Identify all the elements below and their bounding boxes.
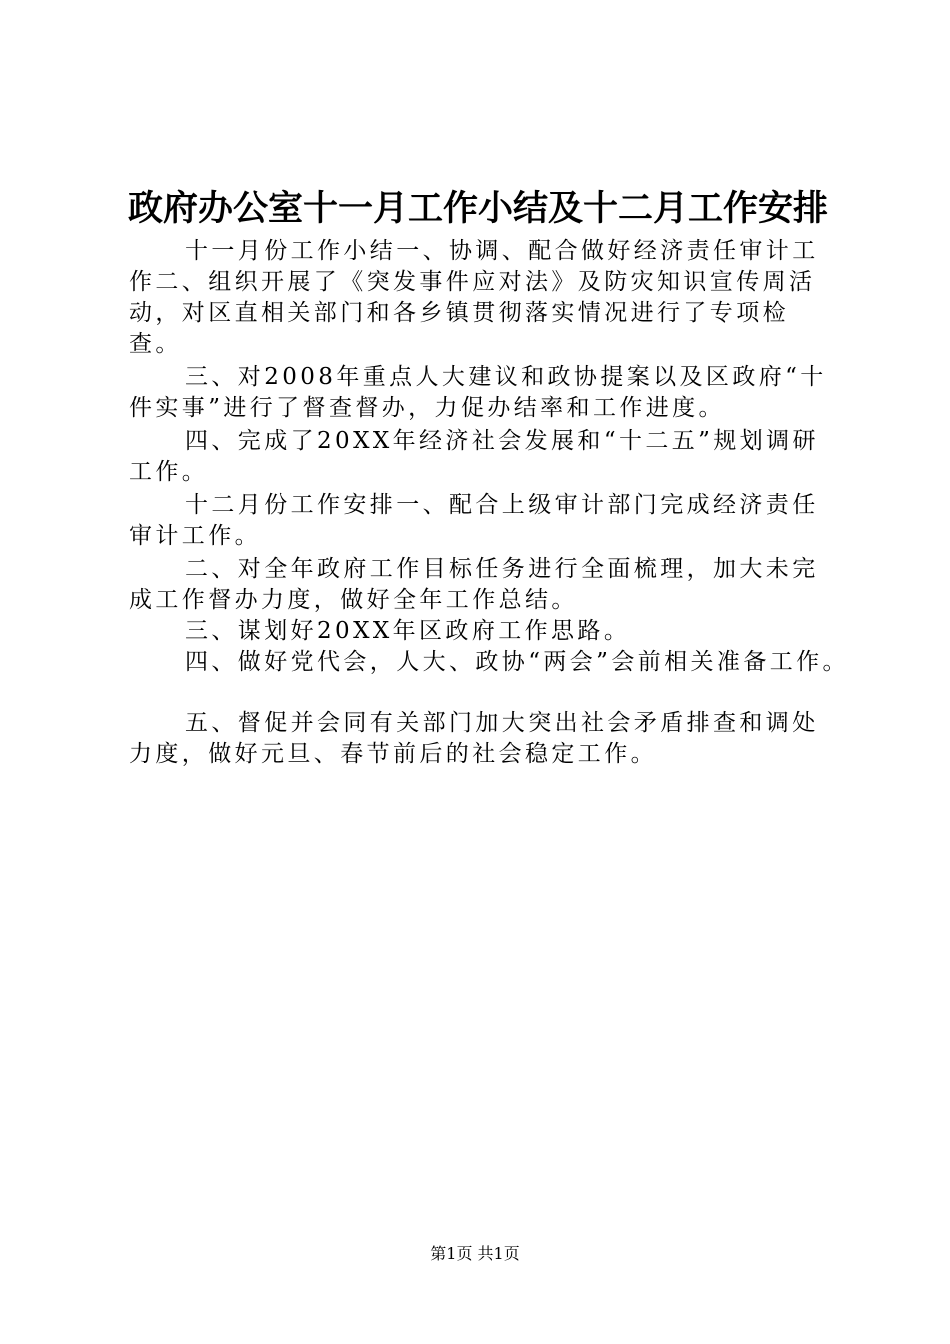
paragraph-november-summary: 十一月份工作小结一、协调、配合做好经济责任审计工作二、组织开展了《突发事件应对法》及防灾知识宣传周活动，对区直相关部门和各乡镇贯彻落实情况进行了专项检查。	[129, 238, 819, 357]
paragraph-december-plan: 十二月份工作安排一、配合上级审计部门完成经济责任审计工作。	[129, 492, 819, 549]
page-footer: 第1页 共1页	[430, 1244, 520, 1263]
paragraph-plan-4: 四、做好党代会，人大、政协“两会”会前相关准备工作。	[185, 649, 849, 675]
paragraph-item-4: 四、完成了20XX年经济社会发展和“十二五”规划调研工作。	[129, 428, 819, 485]
document-body	[129, 236, 849, 770]
document-title: 政府办公室十一月工作小结及十二月工作安排	[128, 188, 829, 229]
paragraph-item-3: 三、对2008年重点人大建议和政协提案以及区政府“十件实事”进行了督查督办，力促办结率和工作进度。	[129, 364, 827, 421]
paragraph-plan-2: 二、对全年政府工作目标任务进行全面梳理，加大未完成工作督办力度，做好全年工作总结。	[129, 556, 819, 613]
paragraph-plan-5: 五、督促并会同有关部门加大突出社会矛盾排查和调处力度，做好元旦、春节前后的社会稳定工作。	[129, 710, 819, 767]
paragraph-plan-3: 三、谋划好20XX年区政府工作思路。	[185, 618, 631, 644]
